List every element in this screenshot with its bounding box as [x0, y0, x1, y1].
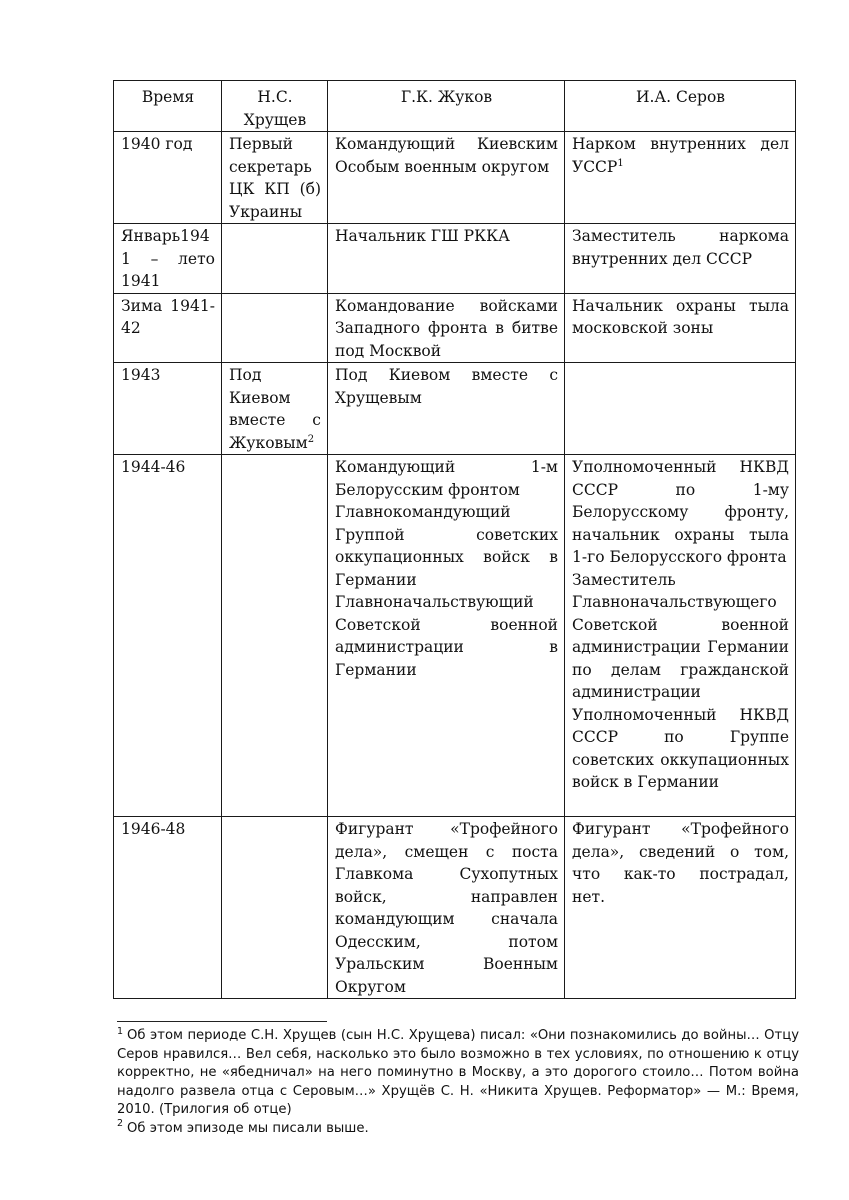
table-row — [114, 224, 796, 294]
cell-serov: Заместитель наркома внутренних дел СССР — [565, 224, 796, 294]
cell-zhukov-line: Главноначальствующий Советской военной администрации в Германии — [335, 593, 558, 679]
cell-serov — [565, 455, 796, 817]
table-row — [114, 455, 796, 817]
table-row — [114, 293, 796, 363]
header-time: Время — [114, 81, 222, 132]
table-row — [114, 817, 796, 999]
footnote-mark-1: 1 — [117, 1025, 124, 1037]
table-row — [114, 363, 796, 455]
footnote-mark-2: 2 — [117, 1118, 124, 1130]
cell-zhukov: Фигурант «Трофейного дела», смещен с поста Главкома Сухопутных войск, направлен командующим сначала Одесским, потом Уральским Военным Округом — [328, 817, 565, 999]
cell-serov-line: Уполномоченный НКВД СССР по 1-му Белорусскому фронту, начальник охраны тыла 1-го Белорусского фронта — [572, 458, 789, 566]
cell-zhukov: Под Киевом вместе с Хрущевым — [328, 363, 565, 455]
table-header-row — [114, 81, 796, 132]
header-serov: И.А. Серов — [565, 81, 796, 132]
footnote-separator — [117, 1021, 327, 1022]
footnote-1 — [117, 1027, 799, 1120]
footnotes — [117, 1027, 799, 1138]
cell-zhukov: Командующий Киевским Особым военным округом — [328, 132, 565, 224]
cell-serov: Начальник охраны тыла московской зоны — [565, 293, 796, 363]
cell-khrushchev — [222, 817, 328, 999]
table-row — [114, 132, 796, 224]
cell-khrushchev — [222, 455, 328, 817]
cell-zhukov: Командование войсками Западного фронта в битве под Москвой — [328, 293, 565, 363]
cell-serov-line: Заместитель Главноначальствующего Советской военной администрации Германии по делам гражданской администрации — [572, 570, 789, 701]
cell-khrushchev-text: Под Киевом вместе с Жуковым — [229, 366, 321, 452]
footnote-1-text: Об этом периоде С.Н. Хрущев (сын Н.С. Хрущева) писал: «Они познакомились до войны… Отцу Серов нравился… Вел себя, насколько это было возможно в тех условиях, по отношению к отцу корректно, не «ябедничал» на него поминутно в Москву, а это дорогого стоило… Потом война надолго развела отца с Серовым…» Хрущёв С. Н. «Никита Хрущев. Реформатор» — М.: Время, 2010. (Трилогия об отце) — [117, 1028, 799, 1117]
cell-time: Зима 1941-42 — [114, 293, 222, 363]
cell-time: Январь1941 – лето 1941 — [114, 224, 222, 294]
header-zhukov: Г.К. Жуков — [328, 81, 565, 132]
cell-khrushchev — [222, 224, 328, 294]
footnote-ref-1: 1 — [617, 157, 624, 169]
cell-khrushchev — [222, 363, 328, 455]
cell-serov — [565, 363, 796, 455]
cell-time: 1944-46 — [114, 455, 222, 817]
events-table — [113, 80, 796, 999]
cell-serov — [565, 132, 796, 224]
cell-time: 1940 год — [114, 132, 222, 224]
cell-time: 1946-48 — [114, 817, 222, 999]
header-khrushchev: Н.С. Хрущев — [222, 81, 328, 132]
cell-serov: Фигурант «Трофейного дела», сведений о том, что как-то пострадал, нет. — [565, 817, 796, 999]
cell-khrushchev: Первый секретарь ЦК КП (б) Украины — [222, 132, 328, 224]
cell-zhukov-line: Главнокомандующий Группой советских оккупационных войск в Германии — [335, 503, 558, 589]
cell-serov-text: Нарком внутренних дел УССР — [572, 135, 789, 176]
footnote-2 — [117, 1120, 799, 1139]
cell-khrushchev — [222, 293, 328, 363]
cell-zhukov — [328, 455, 565, 817]
cell-serov-line: Уполномоченный НКВД СССР по Группе советских оккупационных войск в Германии — [572, 705, 789, 791]
footnote-2-text: Об этом эпизоде мы писали выше. — [127, 1120, 369, 1136]
cell-zhukov: Начальник ГШ РККА — [328, 224, 565, 294]
footnote-ref-2: 2 — [307, 433, 315, 445]
cell-time: 1943 — [114, 363, 222, 455]
cell-zhukov-line: Командующий 1-м Белорусским фронтом — [335, 458, 558, 499]
